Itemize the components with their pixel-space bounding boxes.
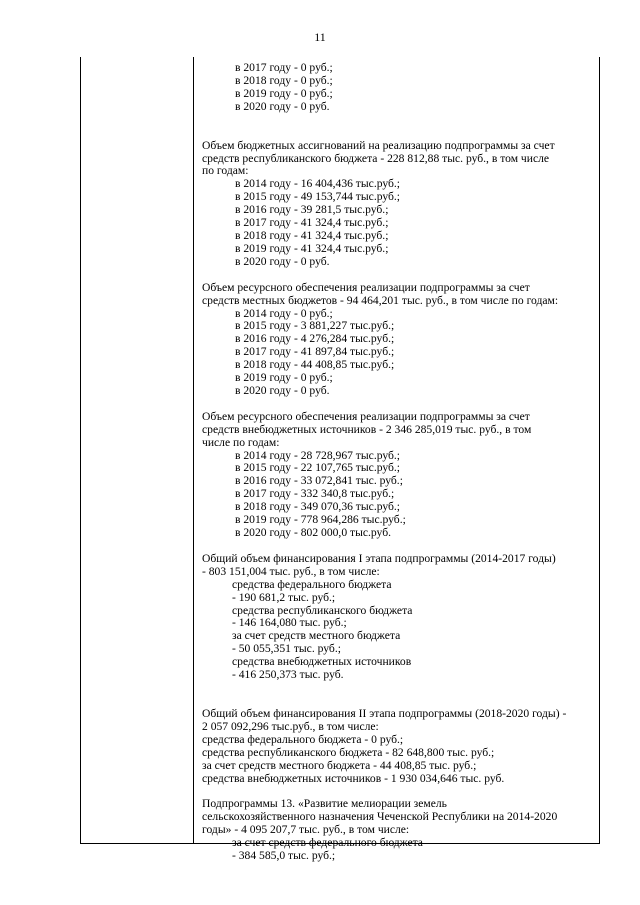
local-year-2018: в 2018 году - 44 408,85 тыс.руб.; xyxy=(235,358,395,372)
republic-year-2014: в 2014 году - 16 404,436 тыс.руб.; xyxy=(235,177,401,191)
sub13-intro-line: годы» - 4 095 207,7 тыс. руб., в том числе: xyxy=(202,823,410,837)
sub13-item: за счет средств федерального бюджета xyxy=(232,836,423,850)
extrabudget-year-2020: в 2020 году - 802 000,0 тыс.руб. xyxy=(235,526,391,539)
extrabudget-year-2017: в 2017 году - 332 340,8 тыс.руб.; xyxy=(235,487,395,501)
stage1-intro-line: Общий объем финансирования I этапа подпрограммы (2014-2017 годы) xyxy=(202,551,556,565)
extrabudget-year-2016: в 2016 году - 33 072,841 тыс. руб.; xyxy=(235,474,403,488)
stage1-item: средства внебюджетных источников xyxy=(232,655,412,669)
republic-year-2019: в 2019 году - 41 324,4 тыс.руб.; xyxy=(235,241,389,255)
stage2-line: Общий объем финансирования II этапа подпрограммы (2018-2020 годы) - xyxy=(202,706,567,720)
stage1-item: - 416 250,373 тыс. руб. xyxy=(232,668,344,682)
subprogram13-block xyxy=(202,798,597,863)
republic-budget-block xyxy=(202,140,597,269)
federal-year-2018: в 2018 году - 0 руб.; xyxy=(235,73,333,87)
sub13-intro-line: Подпрограммы 13. «Развитие мелиорации земель xyxy=(202,797,447,811)
republic-year-2017: в 2017 году - 41 324,4 тыс.руб.; xyxy=(235,216,389,230)
stage1-intro-line: - 803 151,004 тыс. руб., в том числе: xyxy=(202,564,380,578)
page-number: 11 xyxy=(314,30,326,44)
republic-year-2016: в 2016 году - 39 281,5 тыс.руб.; xyxy=(235,203,389,217)
extrabudget-year-2018: в 2018 году - 349 070,36 тыс.руб.; xyxy=(235,500,401,514)
stage1-item: за счет средств местного бюджета xyxy=(232,629,401,643)
federal-tail-block xyxy=(202,62,597,114)
extrabudget-intro-line: Объем ресурсного обеспечения реализации подпрограммы за счет xyxy=(202,409,530,423)
republic-year-2020: в 2020 году - 0 руб. xyxy=(235,254,330,268)
stage1-item: - 146 164,080 тыс. руб.; xyxy=(232,616,347,630)
stage1-item: - 190 681,2 тыс. руб.; xyxy=(232,590,336,604)
local-year-2016: в 2016 году - 4 276,284 тыс.руб.; xyxy=(235,332,395,346)
republic-year-2018: в 2018 году - 41 324,4 тыс.руб.; xyxy=(235,228,389,242)
extrabudget-year-2014: в 2014 году - 28 728,967 тыс.руб.; xyxy=(235,448,401,462)
local-budget-block xyxy=(202,282,597,398)
extrabudget-year-2019: в 2019 году - 778 964,286 тыс.руб.; xyxy=(235,513,406,527)
stage1-item: - 50 055,351 тыс. руб.; xyxy=(232,642,341,656)
column-divider xyxy=(193,57,194,843)
stage2-line: 2 057 092,296 тыс.руб., в том числе: xyxy=(202,719,379,733)
extrabudget-year-2015: в 2015 году - 22 107,765 тыс.руб.; xyxy=(235,461,401,475)
republic-intro-line: средств республиканского бюджета - 228 812,88 тыс. руб., в том числе xyxy=(202,151,550,165)
local-year-2019: в 2019 году - 0 руб.; xyxy=(235,371,333,385)
stage1-block xyxy=(202,553,597,682)
sub13-item: - 384 585,0 тыс. руб.; xyxy=(232,849,336,863)
republic-intro-line: Объем бюджетных ассигнований на реализацию подпрограммы за счет xyxy=(202,138,555,152)
stage2-line: средства внебюджетных источников - 1 930 034,646 тыс. руб. xyxy=(202,771,505,785)
local-intro-line: Объем ресурсного обеспечения реализации подпрограммы за счет xyxy=(202,280,530,294)
local-intro-line: средств местных бюджетов - 94 464,201 тыс. руб., в том числе по годам: xyxy=(202,293,559,307)
stage1-item: средства республиканского бюджета xyxy=(232,603,413,617)
extrabudget-intro-line: числе по годам: xyxy=(202,435,280,449)
local-year-2020: в 2020 году - 0 руб. xyxy=(235,383,330,397)
local-year-2015: в 2015 году - 3 881,227 тыс.руб.; xyxy=(235,319,395,333)
stage2-line: за счет средств местного бюджета - 44 408,85 тыс. руб.; xyxy=(202,758,477,772)
stage2-block xyxy=(202,708,597,785)
stage1-item: средства федерального бюджета xyxy=(232,577,392,591)
stage2-line: средства федерального бюджета - 0 руб.; xyxy=(202,732,404,746)
table-cell-content xyxy=(202,62,597,863)
stage2-line: средства республиканского бюджета - 82 648,800 тыс. руб.; xyxy=(202,745,495,759)
federal-year-2019: в 2019 году - 0 руб.; xyxy=(235,86,333,100)
sub13-intro-line: сельскохозяйственного назначения Чеченской Республики на 2014-2020 xyxy=(202,810,558,824)
federal-year-2020: в 2020 году - 0 руб. xyxy=(235,99,330,113)
local-year-2014: в 2014 году - 0 руб.; xyxy=(235,306,333,320)
local-year-2017: в 2017 году - 41 897,84 тыс.руб.; xyxy=(235,345,395,359)
republic-year-2015: в 2015 году - 49 153,744 тыс.руб.; xyxy=(235,190,401,204)
extrabudget-intro-line: средств внебюджетных источников - 2 346 285,019 тыс. руб., в том xyxy=(202,422,532,436)
funding-table xyxy=(80,57,600,863)
republic-intro-line: по годам: xyxy=(202,164,249,178)
federal-year-2017: в 2017 году - 0 руб.; xyxy=(235,61,333,74)
extrabudget-block xyxy=(202,411,597,540)
